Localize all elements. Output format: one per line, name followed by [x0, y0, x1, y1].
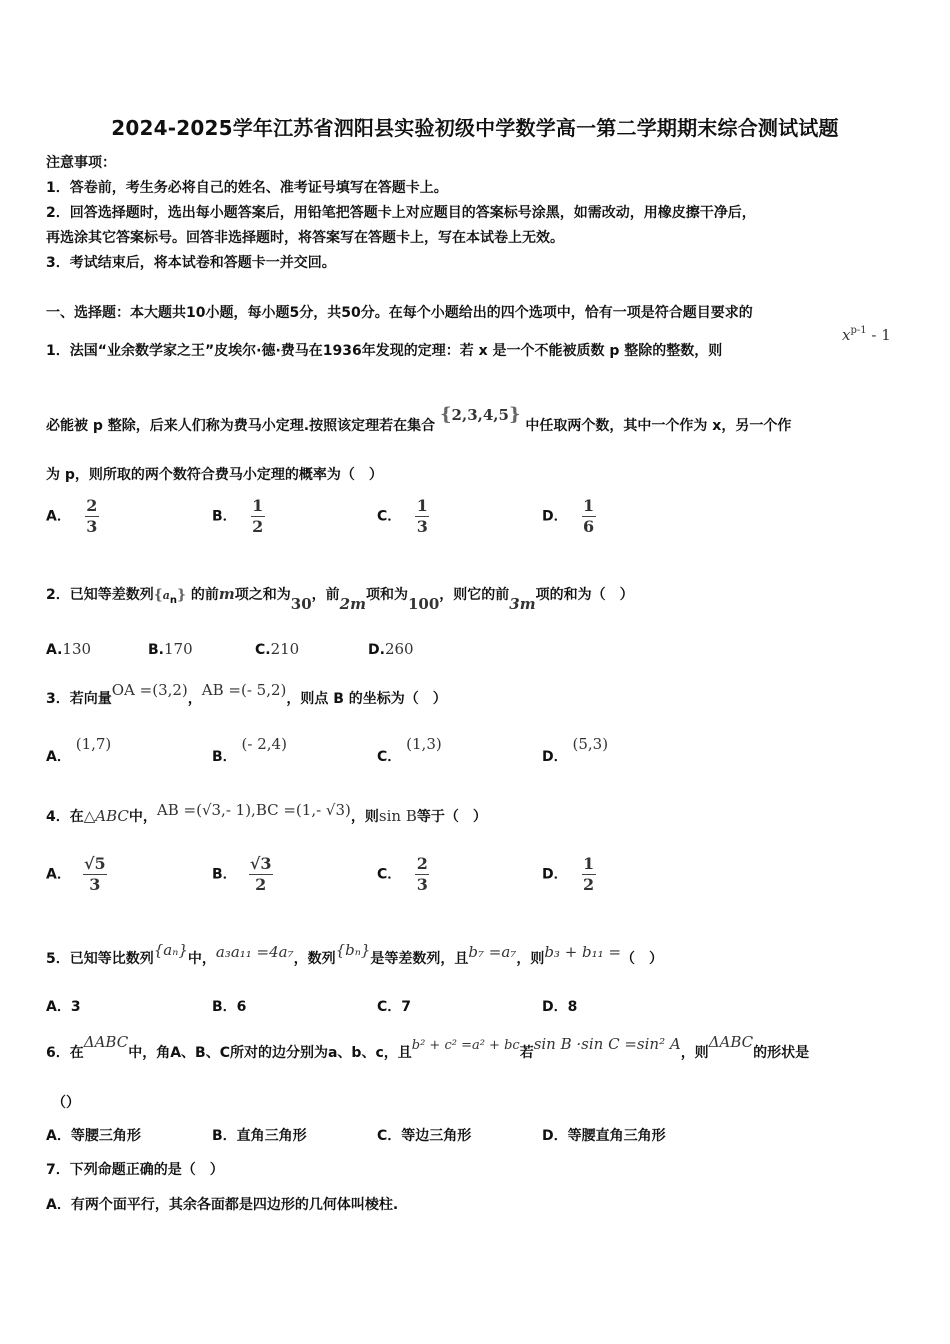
q2-option-c[interactable]: C.210 — [255, 640, 300, 658]
q6-option-b[interactable]: B．直角三角形 — [212, 1128, 307, 1144]
notice-item: 3．考试结束后，将本试卷和答题卡一并交回。 — [46, 255, 336, 271]
exam-title: 2024-2025学年江苏省泗阳县实验初级中学数学高一第二学期期末综合测试试题 — [111, 116, 839, 140]
q1-option-c[interactable]: C． $\frac{1}{3}$ — [377, 496, 428, 536]
q3-option-a[interactable]: A． (1,7) — [46, 735, 112, 765]
q1-option-d[interactable]: D． $\frac{1}{6}$ — [542, 496, 595, 536]
q5-option-d[interactable]: D．8 — [542, 999, 578, 1015]
q2-option-d[interactable]: D.260 — [368, 640, 414, 658]
question-6-stem: 6．在ΔABC中，角A、B、C所对的边分别为a、b、c，且b² + c² =a² + bc若sin B ·sin C =sin² A，则ΔABC的形状是 — [46, 1033, 810, 1061]
question-7-stem: 7．下列命题正确的是（ ） — [46, 1162, 224, 1178]
q3-option-b[interactable]: B． (- 2,4) — [212, 735, 287, 765]
q5-option-c[interactable]: C．7 — [377, 999, 412, 1015]
question-4-stem: 4．在△ABC中，AB =(√3,- 1),BC =(1,- √3)，则sin B等于（ ） — [46, 801, 487, 825]
q5-option-a[interactable]: A．3 — [46, 999, 81, 1015]
q2-option-b[interactable]: B.170 — [148, 640, 193, 658]
q1-option-a[interactable]: A． $\frac{2}{3}$ — [46, 496, 98, 536]
notice-item: 再选涂其它答案标号。回答非选择题时，将答案写在答题卡上，写在本试卷上无效。 — [46, 230, 564, 246]
question-1-line3: 为 p，则所取的两个数符合费马小定理的概率为（ ） — [46, 467, 383, 483]
q3-option-d[interactable]: D． (5,3) — [542, 735, 609, 765]
notice-item: 2．回答选择题时，选出每小题答案后，用铅笔把答题卡上对应题目的答案标号涂黑，如需改动，用橡皮擦干净后， — [46, 205, 756, 221]
question-5-stem: 5．已知等比数列{aₙ}中，a₃a₁₁ =4a₇，数列{bₙ}是等差数列，且b₇ =a₇，则b₃ + b₁₁ =（ ） — [46, 941, 664, 967]
q4-option-c[interactable]: C． $\frac{2}{3}$ — [377, 854, 428, 894]
section-heading: 一、选择题：本大题共10小题，每小题5分，共50分。在每个小题给出的四个选项中，恰有一项是符合题目要求的 — [46, 305, 753, 321]
q1-expression: $x^{p-1} - 1$ — [842, 325, 891, 344]
q4-option-b[interactable]: B． $\frac{√3}{2}$ — [212, 854, 272, 894]
q4-option-d[interactable]: D． $\frac{1}{2}$ — [542, 854, 595, 894]
question-2-stem: 2．已知等差数列$\{a_n\}$ 的前m项之和为30，前2m项和为100，则它的前3m项的和为（ ） — [46, 585, 634, 613]
q6-option-a[interactable]: A．等腰三角形 — [46, 1128, 141, 1144]
q7-option-a[interactable]: A．有两个面平行，其余各面都是四边形的几何体叫棱柱. — [46, 1197, 399, 1213]
q4-option-a[interactable]: A． $\frac{√5}{3}$ — [46, 854, 106, 894]
q6-option-d[interactable]: D．等腰直角三角形 — [542, 1128, 666, 1144]
q1-text: 1．法国“业余数学家之王”皮埃尔·德·费马在1936年发现的定理：若 x 是一个不能被质数 p 整除的整数，则 — [46, 343, 723, 359]
question-3-stem: 3．若向量OA =(3,2)，AB =(- 5,2)，则点 B 的坐标为（ ） — [46, 681, 447, 707]
q3-option-c[interactable]: C． (1,3) — [377, 735, 442, 765]
notice-item: 1．答卷前，考生务必将自己的姓名、准考证号填写在答题卡上。 — [46, 180, 448, 196]
q5-option-b[interactable]: B．6 — [212, 999, 247, 1015]
q1-set: 2,3,4,5 — [451, 406, 509, 424]
q6-option-c[interactable]: C．等边三角形 — [377, 1128, 472, 1144]
q2-option-a[interactable]: A.130 — [46, 640, 92, 658]
q1-option-b[interactable]: B． $\frac{1}{2}$ — [212, 496, 264, 536]
question-6-paren: （） — [52, 1095, 80, 1111]
question-1-stem — [46, 340, 722, 360]
notice-heading: 注意事项： — [46, 155, 116, 171]
question-1-line2: 必能被 p 整除，后来人们称为费马小定理.按照该定理若在集合 {2,3,4,5} 中任取两个数，其中一个作为 x，另一个作 — [46, 404, 792, 434]
